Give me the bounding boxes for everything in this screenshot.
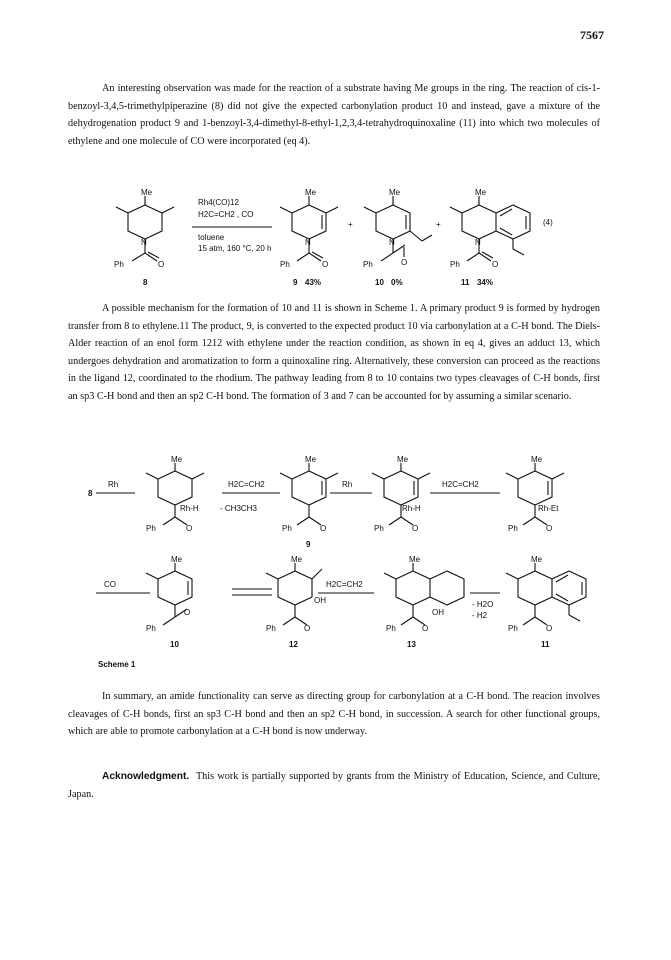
n-label: N bbox=[305, 238, 311, 247]
me-label: Me bbox=[389, 188, 401, 197]
ph-label: Ph bbox=[146, 624, 156, 633]
compound-9-yield: 43% bbox=[305, 278, 322, 287]
compound-10-yield: 0% bbox=[391, 278, 403, 287]
ph-label: Ph bbox=[508, 524, 518, 533]
plus-sign: + bbox=[436, 220, 441, 229]
oh-label: OH bbox=[314, 596, 326, 605]
ph-label: Ph bbox=[280, 260, 290, 269]
ph-label: Ph bbox=[146, 524, 156, 533]
me-label: Me bbox=[305, 455, 317, 464]
rh-et-label: Rh-Et bbox=[538, 504, 559, 513]
co-label: CO bbox=[104, 580, 116, 589]
ethane-label: - CH3CH3 bbox=[220, 504, 257, 513]
compound-13-number: 13 bbox=[407, 640, 416, 649]
o-label: O bbox=[186, 524, 193, 533]
water-loss-label: - H2O bbox=[472, 600, 494, 609]
me-label: Me bbox=[531, 555, 543, 564]
compound-11-yield: 34% bbox=[477, 278, 494, 287]
compound-12-number: 12 bbox=[289, 640, 298, 649]
conditions: 15 atm, 160 °C, 20 h bbox=[198, 244, 272, 253]
reagent-1: Rh4(CO)12 bbox=[198, 198, 239, 207]
ethylene-label: H2C=CH2 bbox=[442, 480, 479, 489]
start-compound: 8 bbox=[88, 489, 93, 498]
rh-label: Rh bbox=[108, 480, 119, 489]
o-label: O bbox=[184, 608, 191, 617]
reagent-2: H2C=CH2 , CO bbox=[198, 210, 254, 219]
page-number: 7567 bbox=[580, 28, 604, 42]
ethylene-label: H2C=CH2 bbox=[326, 580, 363, 589]
ph-label: Ph bbox=[282, 524, 292, 533]
n-label: N bbox=[475, 238, 481, 247]
oh-label: OH bbox=[432, 608, 444, 617]
o-label: O bbox=[412, 524, 419, 533]
n-label: N bbox=[389, 238, 395, 247]
n-label: N bbox=[141, 238, 147, 247]
equation-4 bbox=[0, 185, 671, 295]
acknowledgment-paragraph: Acknowledgment. This work is partially supported by grants from the Ministry of Education, Science, and Culture, Japan. bbox=[68, 771, 600, 800]
o-label: O bbox=[304, 624, 311, 633]
compound-8-number: 8 bbox=[143, 278, 148, 287]
compound-9-number: 9 bbox=[306, 540, 311, 549]
plus-sign: + bbox=[348, 220, 353, 229]
ph-label: Ph bbox=[450, 260, 460, 269]
compound-9-number: 9 bbox=[293, 278, 298, 287]
me-label: Me bbox=[291, 555, 303, 564]
acknowledgment-title: Acknowledgment. bbox=[102, 771, 190, 782]
ph-label: Ph bbox=[114, 260, 124, 269]
equation-number: (4) bbox=[543, 218, 553, 227]
o-label: O bbox=[320, 524, 327, 533]
o-label: O bbox=[546, 524, 553, 533]
o-label: O bbox=[401, 258, 408, 267]
me-label: Me bbox=[475, 188, 487, 197]
compound-10-number: 10 bbox=[375, 278, 384, 287]
me-label: Me bbox=[171, 455, 183, 464]
o-label: O bbox=[322, 260, 329, 269]
me-label: Me bbox=[397, 455, 409, 464]
rh-h-label: Rh-H bbox=[402, 504, 421, 513]
me-label: Me bbox=[171, 555, 183, 564]
ph-label: Ph bbox=[374, 524, 384, 533]
o-label: O bbox=[492, 260, 499, 269]
me-label: Me bbox=[141, 188, 153, 197]
ph-label: Ph bbox=[363, 260, 373, 269]
me-label: Me bbox=[305, 188, 317, 197]
scheme-1 bbox=[0, 455, 671, 675]
me-label: Me bbox=[531, 455, 543, 464]
ethylene-label: H2C=CH2 bbox=[228, 480, 265, 489]
ph-label: Ph bbox=[266, 624, 276, 633]
o-label: O bbox=[422, 624, 429, 633]
ph-label: Ph bbox=[508, 624, 518, 633]
rh-h-label: Rh-H bbox=[180, 504, 199, 513]
rh-label: Rh bbox=[342, 480, 353, 489]
intro-paragraph: An interesting observation was made for the reaction of a substrate having Me groups in the ring. The reaction of cis-1-benzoyl-3,4,5-trimethylpiperazine (8) did not give the expected carbonylation product 10 and instead, gave a mixture of the dehydrogenation product 9 and 1-benzoyl-3,4-dimethyl-8-ethyl-1,2,3,4-tetrahydroquinoxaline (11) into which two molecules of ethylene and one molecule of CO were incorporated (eq 4). bbox=[68, 83, 600, 147]
me-label: Me bbox=[409, 555, 421, 564]
hydrogen-loss-label: - H2 bbox=[472, 611, 488, 620]
o-label: O bbox=[546, 624, 553, 633]
o-label: O bbox=[158, 260, 165, 269]
scheme-caption: Scheme 1 bbox=[98, 660, 136, 669]
solvent: toluene bbox=[198, 233, 225, 242]
ph-label: Ph bbox=[386, 624, 396, 633]
compound-10-number: 10 bbox=[170, 640, 179, 649]
compound-11-number: 11 bbox=[541, 640, 550, 649]
summary-paragraph: In summary, an amide functionality can serve as directing group for carbonylation at a C-H bond. The reacion involves cleavages of C-H bonds, first an sp3 C-H bond and then an sp2 C-H bond, in succession. A search for other functional groups, which are able to promote carbonylation at a C-H bond is now underway. bbox=[68, 691, 600, 738]
mechanism-paragraph: A possible mechanism for the formation of 10 and 11 is shown in Scheme 1. A primary product 9 is formed by hydrogen transfer from 8 to ethylene.11 The product, 9, is converted to the expected product 10 via carbonylation at a C-H bond. The Diels-Alder reaction of an enol form 1212 with ethylene under the reaction condition, as shown in eq 4, gives an adduct 13, which undergoes dehydration and aromatization to form a quinoxaline ring. Alternatively, these conversion can proceed as the reactions in the ligand 12, coordinated to the rhodium. The pathway leading from 8 to 10 contains two types cleavages of C-H bonds, first an sp3 C-H bond and then an sp2 C-H bond. The formation of 3 and 7 can be accounted for by assuming a similar scenario. bbox=[68, 303, 600, 402]
compound-11-number: 11 bbox=[461, 278, 470, 287]
